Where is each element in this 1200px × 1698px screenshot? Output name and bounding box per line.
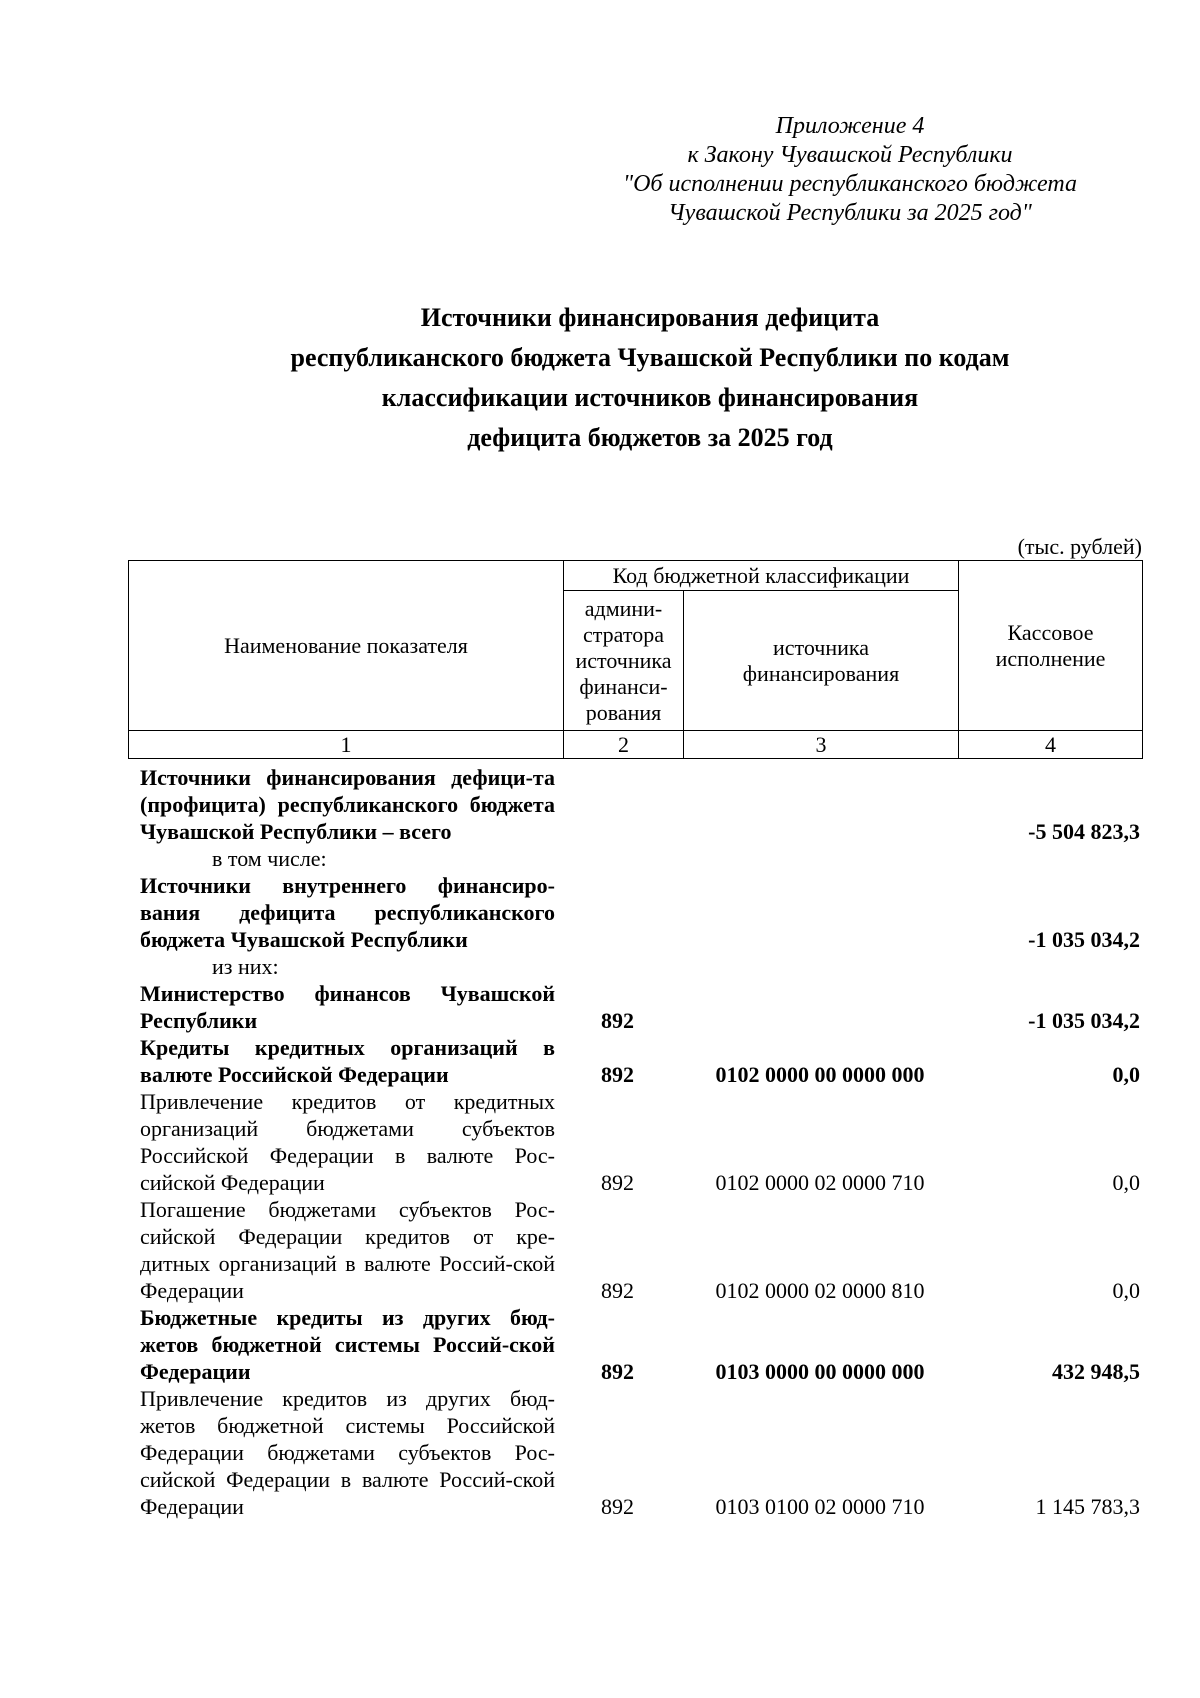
header-admin: админи- стратора источника финанси- рования [564, 591, 684, 731]
row-name: Бюджетные кредиты из других бюд-жетов бюджетной системы Россий-ской Федерации [140, 1305, 555, 1384]
row-source: 0102 0000 02 0000 810 [715, 1278, 925, 1303]
header-num: 2 [564, 731, 684, 759]
row-admin: 892 [601, 1062, 634, 1087]
title-line: республиканского бюджета Чувашской Республики по кодам [290, 343, 1010, 372]
table-row [140, 845, 1140, 872]
row-admin: 892 [601, 1278, 634, 1303]
row-name: Погашение бюджетами субъектов Рос-сийской Федерации кредитов от кре-дитных организаций в валюте Россий-ской Федерации [140, 1197, 555, 1303]
row-admin: 892 [601, 1170, 634, 1195]
row-name: из них: [212, 954, 279, 979]
row-name: Привлечение кредитов от кредитных организаций бюджетами субъектов Российской Федерации в валюте Рос-сийской Федерации [140, 1089, 555, 1195]
appendix-line: "Об исполнении республиканского бюджета [622, 171, 1077, 197]
table-body [140, 764, 1140, 1520]
table-row [140, 980, 1140, 1034]
table-header [128, 560, 1143, 759]
row-source: 0103 0000 00 0000 000 [715, 1359, 925, 1384]
header-amount: Кассовое исполнение [959, 561, 1143, 731]
header-code-group: Код бюджетной классификации [564, 561, 959, 591]
table-row [140, 1088, 1140, 1196]
header-num: 1 [129, 731, 564, 759]
row-amount: 432 948,5 [1052, 1359, 1140, 1384]
row-source: 0102 0000 00 0000 000 [715, 1062, 925, 1087]
header-num: 4 [959, 731, 1143, 759]
table-row [140, 1196, 1140, 1304]
row-name: Источники внутреннего финансиро-вания дефицита республиканского бюджета Чувашской Республики [140, 873, 555, 952]
row-name: в том числе: [212, 846, 327, 871]
table-row [140, 872, 1140, 953]
table-row [140, 1385, 1140, 1520]
row-amount: -5 504 823,3 [1028, 819, 1140, 844]
title-line: классификации источников финансирования [381, 383, 919, 412]
document-title [130, 298, 1170, 458]
table-row [140, 1304, 1140, 1385]
row-amount: 0,0 [1112, 1062, 1140, 1087]
appendix-block [560, 112, 1140, 228]
row-admin: 892 [601, 1008, 634, 1033]
table-row [140, 764, 1140, 845]
table-row [140, 1034, 1140, 1088]
table-row [140, 953, 1140, 980]
row-name: Кредиты кредитных организаций в валюте Российской Федерации [140, 1035, 555, 1087]
header-source: источника финансирования [684, 591, 959, 731]
appendix-line: к Закону Чувашской Республики [687, 142, 1013, 168]
row-amount: -1 035 034,2 [1028, 927, 1140, 952]
header-num: 3 [684, 731, 959, 759]
title-line: Источники финансирования дефицита [420, 303, 880, 332]
row-name: Министерство финансов Чувашской Республики [140, 981, 555, 1033]
header-name: Наименование показателя [129, 561, 564, 731]
row-amount: 1 145 783,3 [1035, 1494, 1140, 1519]
row-amount: 0,0 [1112, 1278, 1140, 1303]
row-admin: 892 [601, 1494, 634, 1519]
row-admin: 892 [601, 1359, 634, 1384]
row-source: 0103 0100 02 0000 710 [715, 1494, 925, 1519]
title-line: дефицита бюджетов за 2025 год [467, 423, 833, 452]
appendix-line: Приложение 4 [775, 113, 925, 139]
row-source: 0102 0000 02 0000 710 [715, 1170, 925, 1195]
units-label: (тыс. рублей) [1017, 534, 1142, 559]
row-amount: -1 035 034,2 [1028, 1008, 1140, 1033]
row-amount: 0,0 [1112, 1170, 1140, 1195]
appendix-line: Чувашской Республики за 2025 год" [668, 200, 1032, 226]
row-name: Источники финансирования дефици-та (профицита) республиканского бюджета Чувашской Республики – всего [140, 765, 555, 844]
row-name: Привлечение кредитов из других бюд-жетов бюджетной системы Российской Федерации бюджетами субъектов Рос-сийской Федерации в валюте Россий-ской Федерации [140, 1386, 555, 1519]
